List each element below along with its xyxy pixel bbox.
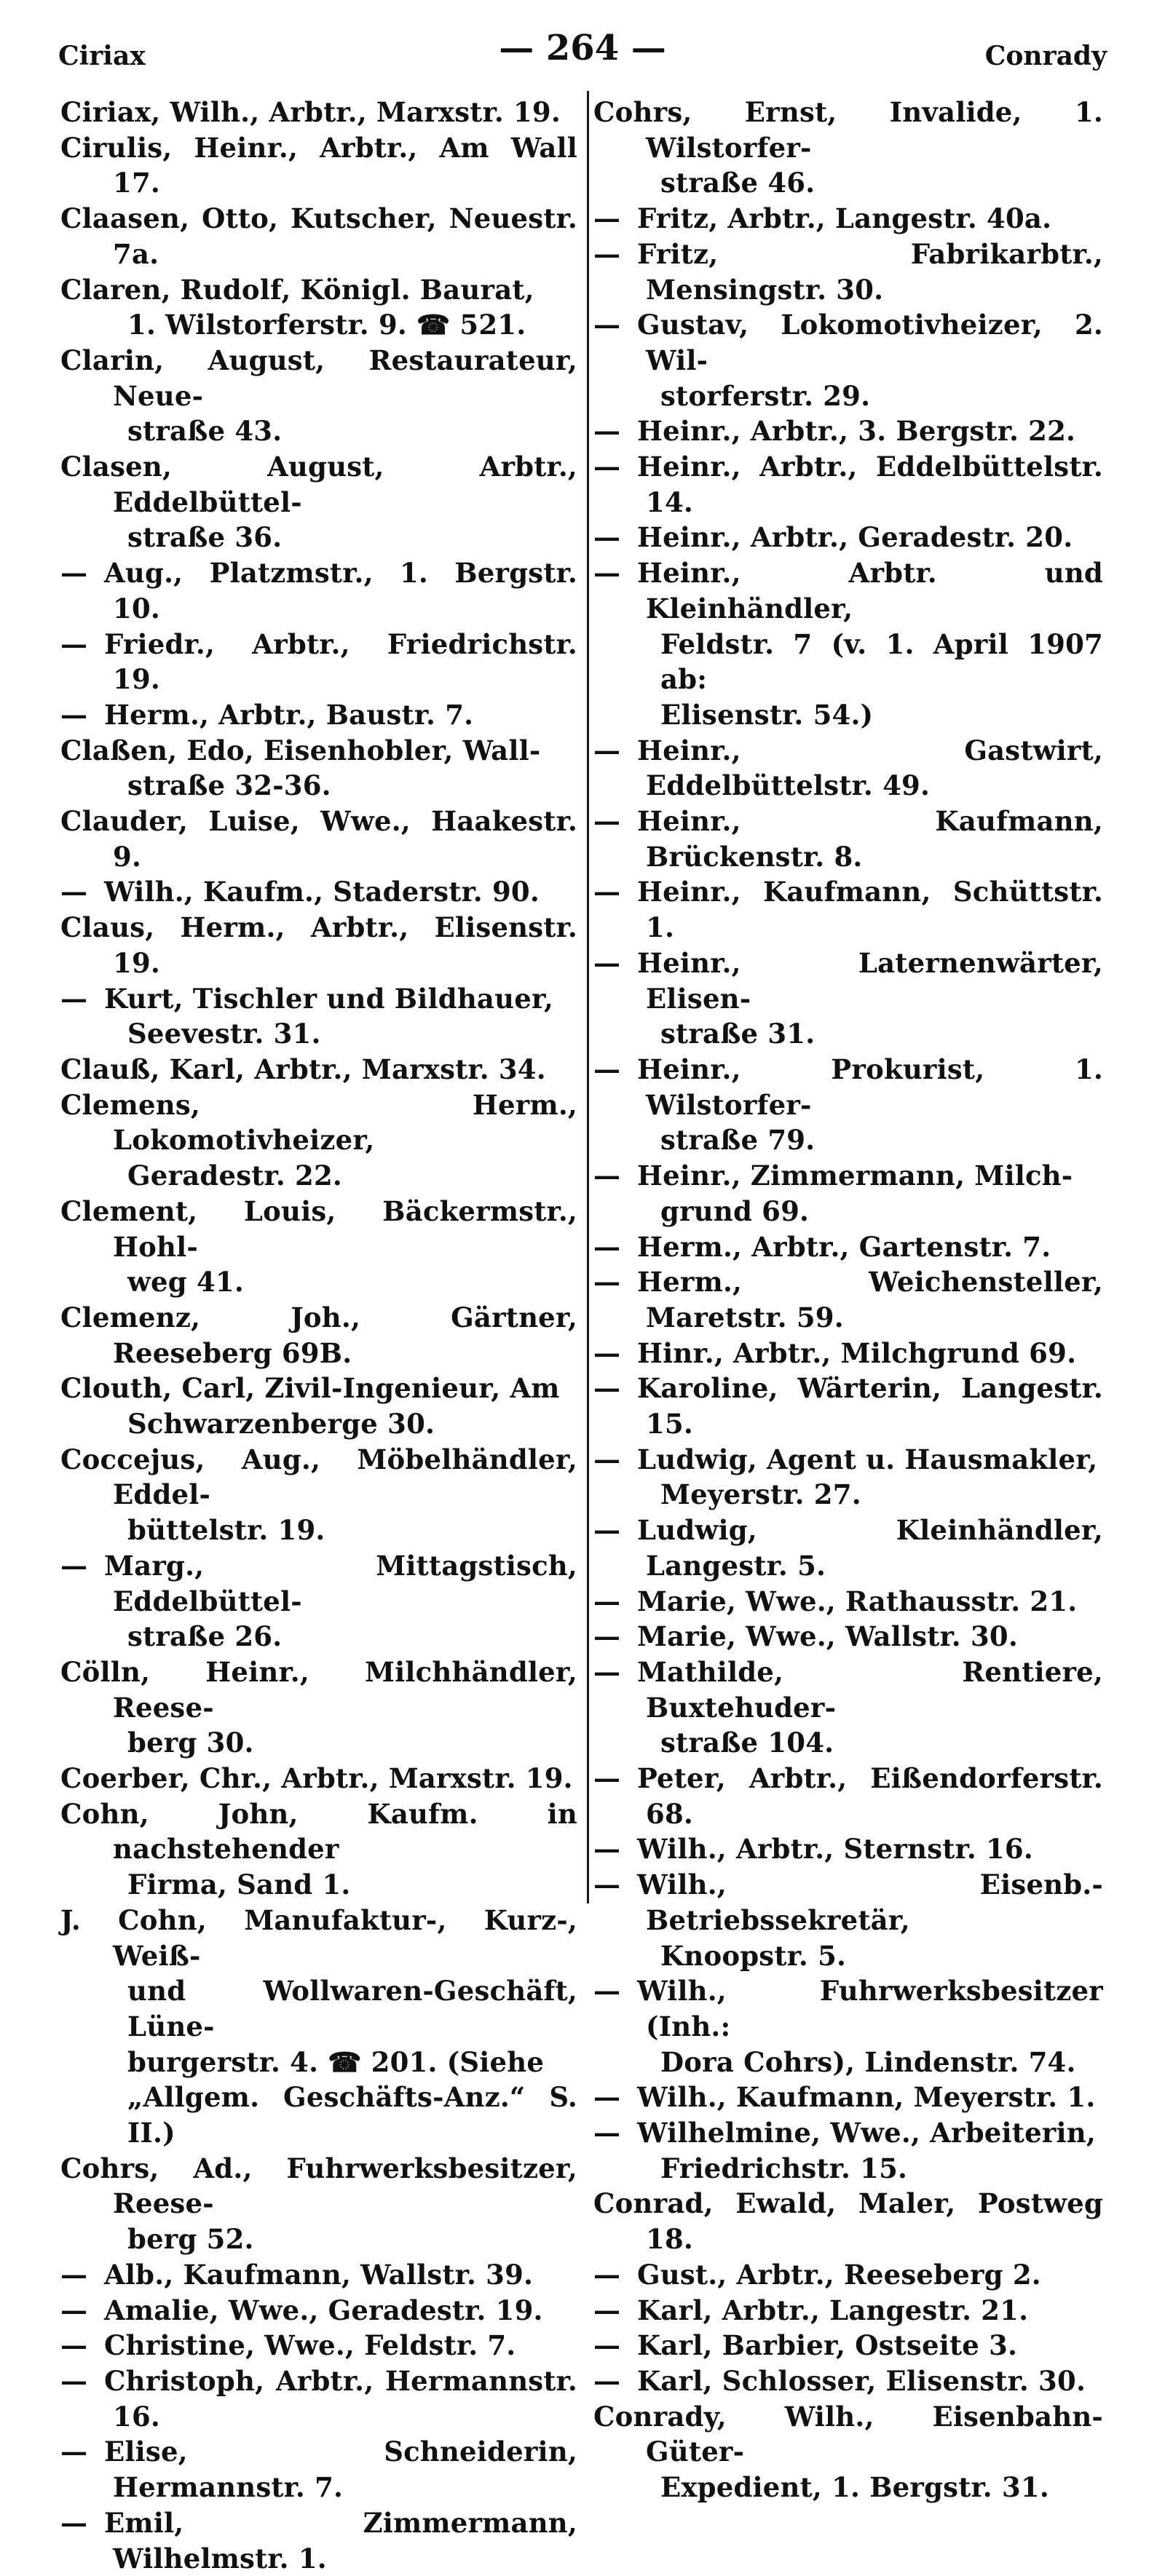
directory-entry bbox=[593, 307, 1103, 413]
entry-line: Clemens, Herm., Lokomotivheizer, bbox=[60, 1088, 577, 1157]
directory-entry bbox=[593, 95, 1103, 201]
header-right-catchword: Conrady bbox=[984, 41, 1107, 71]
directory-entry bbox=[60, 2363, 577, 2434]
ditto-dash: — bbox=[60, 627, 88, 660]
directory-entry bbox=[593, 1831, 1103, 1867]
entry-continuation-line: storferstr. 29. bbox=[660, 379, 871, 412]
entry-line: Conrady, Wilh., Eisenbahn-Güter- bbox=[593, 2400, 1103, 2468]
directory-entry bbox=[593, 1442, 1103, 1513]
entry-line: Coerber, Chr., Arbtr., Marxstr. 19. bbox=[60, 1762, 573, 1795]
entry-continuation-line: straße 43. bbox=[127, 415, 283, 448]
entry-line: Gustav, Lokomotivheizer, 2. Wil- bbox=[637, 309, 1103, 376]
entry-line: Clauß, Karl, Arbtr., Marxstr. 34. bbox=[60, 1053, 546, 1085]
entry-continuation-line: büttelstr. 19. bbox=[127, 1514, 325, 1547]
entry-continuation-line: weg 41. bbox=[127, 1266, 244, 1299]
directory-entry bbox=[60, 2505, 577, 2576]
ditto-dash: — bbox=[593, 1975, 621, 2008]
ditto-dash: — bbox=[593, 1372, 621, 1405]
ditto-dash: — bbox=[593, 1230, 621, 1263]
entry-line: Herm., Arbtr., Gartenstr. 7. bbox=[637, 1230, 1051, 1263]
ditto-dash: — bbox=[593, 451, 621, 483]
entry-line: Claren, Rudolf, Königl. Baurat, bbox=[60, 273, 534, 306]
directory-entry bbox=[60, 2257, 577, 2293]
entry-continuation-line: straße 32-36. bbox=[127, 769, 331, 802]
ditto-dash: — bbox=[60, 982, 88, 1015]
ditto-dash: — bbox=[593, 876, 621, 908]
directory-entry bbox=[593, 2115, 1103, 2186]
directory-entry bbox=[60, 95, 577, 130]
entry-continuation-line: straße 31. bbox=[660, 1018, 816, 1050]
directory-entry bbox=[593, 1761, 1103, 1831]
entry-line: Karl, Schlosser, Elisenstr. 30. bbox=[637, 2365, 1086, 2397]
ditto-dash: — bbox=[593, 1833, 621, 1866]
ditto-dash: — bbox=[60, 557, 88, 590]
entry-line: Elise, Schneiderin, Hermannstr. 7. bbox=[104, 2436, 577, 2504]
directory-entry bbox=[593, 1584, 1103, 1620]
ditto-dash: — bbox=[60, 698, 88, 731]
entry-line: Alb., Kaufmann, Wallstr. 39. bbox=[104, 2258, 534, 2291]
entry-line: Peter, Arbtr., Eißendorferstr. 68. bbox=[637, 1762, 1103, 1830]
directory-entry bbox=[593, 1867, 1103, 1973]
entry-line: Amalie, Wwe., Geradestr. 19. bbox=[104, 2294, 543, 2326]
directory-entry bbox=[60, 804, 577, 874]
entry-line: Clauder, Luise, Wwe., Haakestr. 9. bbox=[60, 805, 577, 873]
entry-continuation-line: 1. Wilstorferstr. 9. ☎ 521. bbox=[127, 309, 526, 341]
entry-line: Emil, Zimmermann, Wilhelmstr. 1. bbox=[104, 2506, 577, 2575]
entry-line: Aug., Platzmstr., 1. Bergstr. 10. bbox=[104, 557, 577, 625]
directory-entry bbox=[593, 449, 1103, 520]
entry-line: Cirulis, Heinr., Arbtr., Am Wall 17. bbox=[60, 131, 577, 199]
entry-line: Wilh., Eisenb.-Betriebssekretär, bbox=[637, 1868, 1103, 1936]
directory-entry bbox=[60, 555, 577, 626]
entry-line: Conrad, Ewald, Maler, Postweg 18. bbox=[593, 2187, 1103, 2256]
ditto-dash: — bbox=[593, 202, 621, 235]
directory-entry bbox=[593, 201, 1103, 237]
directory-entry bbox=[60, 697, 577, 733]
entry-line: Clasen, August, Arbtr., Eddelbüttel- bbox=[60, 451, 577, 518]
entry-line: Heinr., Laternenwärter, Elisen- bbox=[637, 946, 1103, 1015]
entry-line: Claasen, Otto, Kutscher, Neuestr. 7a. bbox=[60, 202, 577, 270]
directory-entry bbox=[593, 1052, 1103, 1158]
ditto-dash: — bbox=[60, 1549, 88, 1582]
ditto-dash: — bbox=[60, 2365, 88, 2397]
entry-line: Wilh., Arbtr., Sternstr. 16. bbox=[637, 1833, 1033, 1866]
directory-entry bbox=[593, 2399, 1103, 2505]
entry-line: Hinr., Arbtr., Milchgrund 69. bbox=[637, 1336, 1077, 1369]
ditto-dash: — bbox=[593, 1868, 621, 1901]
entry-line: Heinr., Arbtr., Eddelbüttelstr. 14. bbox=[637, 451, 1103, 518]
entry-continuation-line: „Allgem. Geschäfts-Anz.“ S. II.) bbox=[127, 2081, 577, 2149]
entry-line: Marie, Wwe., Wallstr. 30. bbox=[637, 1620, 1018, 1653]
ditto-dash: — bbox=[593, 2294, 621, 2326]
directory-entry bbox=[60, 201, 577, 272]
entry-continuation-line: Meyerstr. 27. bbox=[660, 1478, 861, 1511]
entry-line: Kurt, Tischler und Bildhauer, bbox=[104, 982, 554, 1015]
directory-entry bbox=[593, 1158, 1103, 1229]
ditto-dash: — bbox=[60, 2506, 88, 2539]
entry-line: Claus, Herm., Arbtr., Elisenstr. 19. bbox=[60, 911, 577, 979]
entry-continuation-line: burgerstr. 4. ☎ 201. (Siehe bbox=[127, 2045, 545, 2078]
page-number: — 264 — bbox=[499, 28, 666, 68]
entry-line: Friedr., Arbtr., Friedrichstr. 19. bbox=[104, 627, 577, 696]
directory-entry bbox=[60, 2328, 577, 2363]
entry-line: Clement, Louis, Bäckermstr., Hohl- bbox=[60, 1194, 577, 1263]
entry-line: Herm., Arbtr., Baustr. 7. bbox=[104, 698, 474, 731]
directory-entry bbox=[593, 1513, 1103, 1583]
directory-entry bbox=[593, 2186, 1103, 2256]
entry-line: Ludwig, Kleinhändler, Langestr. 5. bbox=[637, 1514, 1103, 1582]
directory-entry bbox=[593, 413, 1103, 449]
entry-line: Heinr., Gastwirt, Eddelbüttelstr. 49. bbox=[637, 734, 1103, 802]
entry-line: Herm., Weichensteller, Maretstr. 59. bbox=[637, 1266, 1103, 1333]
entry-line: Heinr., Kaufmann, Schüttstr. 1. bbox=[637, 876, 1103, 944]
ditto-dash: — bbox=[593, 2329, 621, 2362]
ditto-dash: — bbox=[593, 1620, 621, 1653]
ditto-dash: — bbox=[593, 2081, 621, 2114]
entry-line: Wilh., Kaufmann, Meyerstr. 1. bbox=[637, 2081, 1096, 2114]
directory-entry bbox=[593, 804, 1103, 874]
ditto-dash: — bbox=[593, 2365, 621, 2397]
directory-entry bbox=[60, 1548, 577, 1654]
entry-line: J. Cohn, Manufaktur-, Kurz-, Weiß- bbox=[60, 1903, 577, 1972]
entry-line: Wilh., Fuhrwerksbesitzer (Inh.: bbox=[637, 1975, 1103, 2042]
entry-line: Heinr., Zimmermann, Milch- bbox=[637, 1160, 1073, 1192]
entry-continuation-line: berg 30. bbox=[127, 1727, 254, 1759]
ditto-dash: — bbox=[593, 2117, 621, 2149]
ditto-dash: — bbox=[60, 2294, 88, 2326]
ditto-dash: — bbox=[60, 2436, 88, 2468]
ditto-dash: — bbox=[60, 876, 88, 908]
entry-line: Mathilde, Rentiere, Buxtehuder- bbox=[637, 1655, 1103, 1724]
directory-entry bbox=[60, 1654, 577, 1761]
entry-line: Wilhelmine, Wwe., Arbeiterin, bbox=[637, 2117, 1096, 2149]
entry-continuation-line: straße 46. bbox=[660, 167, 816, 199]
directory-entry bbox=[60, 1371, 577, 1441]
directory-entry bbox=[60, 1903, 577, 2151]
directory-entry bbox=[593, 2328, 1103, 2363]
entry-line: Marie, Wwe., Rathausstr. 21. bbox=[637, 1585, 1078, 1617]
directory-entry bbox=[60, 1442, 577, 1548]
entry-line: Heinr., Prokurist, 1. Wilstorfer- bbox=[637, 1053, 1103, 1121]
entry-continuation-line: Feldstr. 7 (v. 1. April 1907 ab: bbox=[660, 627, 1103, 696]
entry-continuation-line: Firma, Sand 1. bbox=[127, 1868, 351, 1901]
directory-entry bbox=[60, 874, 577, 910]
directory-entry bbox=[60, 343, 577, 449]
ditto-dash: — bbox=[593, 805, 621, 838]
directory-entry bbox=[593, 1264, 1103, 1335]
entry-line: Cölln, Heinr., Milchhändler, Reese- bbox=[60, 1655, 577, 1724]
entry-continuation-line: grund 69. bbox=[660, 1194, 810, 1227]
directory-entry bbox=[593, 520, 1103, 555]
directory-entry bbox=[60, 1300, 577, 1371]
ditto-dash: — bbox=[60, 2329, 88, 2362]
entry-line: Heinr., Arbtr., Geradestr. 20. bbox=[637, 521, 1073, 554]
directory-entry bbox=[60, 981, 577, 1052]
entry-line: Cohn, John, Kaufm. in nachstehender bbox=[60, 1797, 577, 1866]
directory-entry bbox=[593, 555, 1103, 733]
entry-continuation-line: Elisenstr. 54.) bbox=[660, 698, 874, 731]
entry-continuation-line: Geradestr. 22. bbox=[127, 1160, 342, 1192]
entry-line: Cohrs, Ernst, Invalide, 1. Wilstorfer- bbox=[593, 96, 1103, 164]
directory-entry bbox=[593, 2257, 1103, 2293]
directory-entry bbox=[60, 910, 577, 980]
directory-entry bbox=[60, 2434, 577, 2505]
entry-line: Ciriax, Wilh., Arbtr., Marxstr. 19. bbox=[60, 96, 561, 128]
directory-entry bbox=[60, 130, 577, 201]
entry-continuation-line: Friedrichstr. 15. bbox=[660, 2152, 908, 2184]
entry-line: Claßen, Edo, Eisenhobler, Wall- bbox=[60, 734, 541, 766]
ditto-dash: — bbox=[593, 1514, 621, 1547]
ditto-dash: — bbox=[593, 1160, 621, 1192]
entry-continuation-line: Schwarzenberge 30. bbox=[127, 1408, 435, 1440]
ditto-dash: — bbox=[593, 557, 621, 590]
directory-entry bbox=[60, 1796, 577, 1903]
entry-line: Karl, Arbtr., Langestr. 21. bbox=[637, 2294, 1029, 2326]
directory-entry bbox=[60, 627, 577, 697]
entry-continuation-line: Dora Cohrs), Lindenstr. 74. bbox=[660, 2045, 1076, 2078]
directory-entry bbox=[60, 733, 577, 804]
ditto-dash: — bbox=[593, 946, 621, 979]
directory-entry bbox=[593, 1619, 1103, 1654]
directory-entry bbox=[593, 2363, 1103, 2399]
directory-entry bbox=[593, 237, 1103, 307]
directory-entry bbox=[60, 2151, 577, 2257]
entry-continuation-line: berg 52. bbox=[127, 2223, 254, 2256]
entry-continuation-line: straße 36. bbox=[127, 521, 283, 554]
entry-line: Clouth, Carl, Zivil-Ingenieur, Am bbox=[60, 1372, 560, 1405]
entry-line: Fritz, Arbtr., Langestr. 40a. bbox=[637, 202, 1052, 235]
left-column bbox=[60, 95, 577, 2576]
directory-entry bbox=[60, 449, 577, 555]
ditto-dash: — bbox=[593, 415, 621, 448]
directory-entry bbox=[60, 272, 577, 343]
entry-line: Christine, Wwe., Feldstr. 7. bbox=[104, 2329, 516, 2362]
entry-continuation-line: straße 79. bbox=[660, 1124, 816, 1157]
entry-line: Clemenz, Joh., Gärtner, Reeseberg 69B. bbox=[60, 1301, 577, 1369]
ditto-dash: — bbox=[60, 2258, 88, 2291]
entry-line: Christoph, Arbtr., Hermannstr. 16. bbox=[104, 2365, 577, 2433]
directory-entry bbox=[60, 1052, 577, 1087]
entry-line: Wilh., Kaufm., Staderstr. 90. bbox=[104, 876, 540, 908]
ditto-dash: — bbox=[593, 734, 621, 766]
entry-continuation-line: und Wollwaren-Geschäft, Lüne- bbox=[127, 1975, 577, 2042]
directory-entry bbox=[593, 1973, 1103, 2080]
directory-entry bbox=[593, 2293, 1103, 2329]
ditto-dash: — bbox=[593, 1053, 621, 1085]
directory-entry bbox=[593, 1229, 1103, 1265]
directory-entry bbox=[60, 2293, 577, 2329]
directory-entry bbox=[60, 1087, 577, 1194]
entry-line: Karl, Barbier, Ostseite 3. bbox=[637, 2329, 1018, 2362]
page-header bbox=[58, 28, 1107, 79]
entry-line: Fritz, Fabrikarbtr., Mensingstr. 30. bbox=[637, 237, 1103, 306]
entry-line: Cohrs, Ad., Fuhrwerksbesitzer, Reese- bbox=[60, 2152, 577, 2220]
entry-line: Coccejus, Aug., Möbelhändler, Eddel- bbox=[60, 1443, 577, 1511]
directory-entry bbox=[593, 2080, 1103, 2115]
ditto-dash: — bbox=[593, 1585, 621, 1617]
directory-entry bbox=[593, 1654, 1103, 1761]
directory-entry bbox=[593, 946, 1103, 1052]
entry-line: Ludwig, Agent u. Hausmakler, bbox=[637, 1443, 1098, 1475]
directory-entry bbox=[593, 733, 1103, 804]
ditto-dash: — bbox=[593, 1266, 621, 1299]
entry-line: Heinr., Kaufmann, Brückenstr. 8. bbox=[637, 805, 1103, 873]
entry-line: Heinr., Arbtr., 3. Bergstr. 22. bbox=[637, 415, 1076, 448]
directory-entry bbox=[60, 1761, 577, 1796]
ditto-dash: — bbox=[593, 1336, 621, 1369]
directory-entry bbox=[593, 874, 1103, 945]
ditto-dash: — bbox=[593, 237, 621, 270]
entry-line: Clarin, August, Restaurateur, Neue- bbox=[60, 344, 577, 412]
entry-continuation-line: Seevestr. 31. bbox=[127, 1018, 321, 1050]
entry-line: Marg., Mittagstisch, Eddelbüttel- bbox=[104, 1549, 577, 1617]
entry-continuation-line: Knoopstr. 5. bbox=[660, 1939, 847, 1972]
ditto-dash: — bbox=[593, 1655, 621, 1688]
ditto-dash: — bbox=[593, 521, 621, 554]
entry-line: Gust., Arbtr., Reeseberg 2. bbox=[637, 2258, 1041, 2291]
right-column bbox=[593, 95, 1103, 2505]
ditto-dash: — bbox=[593, 1762, 621, 1795]
entry-continuation-line: straße 104. bbox=[660, 1727, 834, 1759]
column-divider bbox=[587, 91, 589, 1903]
header-left-catchword: Ciriax bbox=[58, 41, 146, 71]
directory-entry bbox=[593, 1336, 1103, 1371]
entry-continuation-line: straße 26. bbox=[127, 1620, 283, 1653]
ditto-dash: — bbox=[593, 1443, 621, 1475]
directory-entry bbox=[593, 1371, 1103, 1441]
entry-line: Heinr., Arbtr. und Kleinhändler, bbox=[637, 557, 1103, 625]
ditto-dash: — bbox=[593, 309, 621, 341]
entry-continuation-line: Expedient, 1. Bergstr. 31. bbox=[660, 2471, 1049, 2504]
ditto-dash: — bbox=[593, 2258, 621, 2291]
entry-line: Karoline, Wärterin, Langestr. 15. bbox=[637, 1372, 1103, 1440]
directory-entry bbox=[60, 1194, 577, 1300]
